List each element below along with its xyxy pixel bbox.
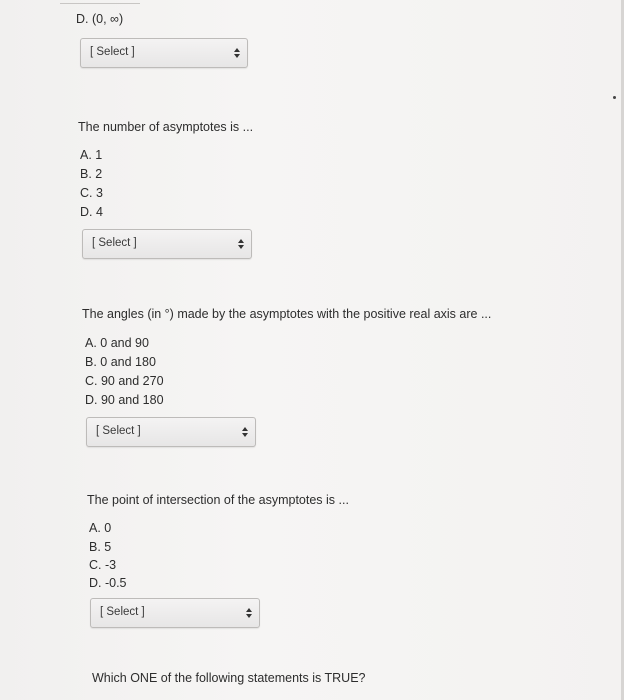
q1-option-d: D. (0, ∞) [76,12,124,26]
q3-prompt: The angles (in °) made by the asymptotes with the positive real axis are ... [82,307,492,321]
up-down-arrows-icon [241,426,249,438]
up-down-arrows-icon [233,47,241,59]
q3-option-b: B. 0 and 180 [85,355,156,369]
q2-option-b: B. 2 [80,167,103,181]
q4-select-label: [ Select ] [100,606,145,618]
q4-option-b: B. 5 [89,540,112,554]
q2-option-d: D. 4 [80,205,103,219]
q1-select-dropdown[interactable] [80,38,248,68]
q4-select-dropdown[interactable] [90,598,260,628]
cropped-previous-text [60,0,140,4]
up-down-arrows-icon [245,607,253,619]
screen-speck [613,96,616,99]
q2-prompt: The number of asymptotes is ... [78,120,254,134]
q4-option-d: D. -0.5 [89,576,127,590]
q2-select-label: [ Select ] [92,237,137,249]
q3-select-dropdown[interactable] [86,417,256,447]
q4-option-c: C. -3 [89,558,117,572]
q2-option-c: C. 3 [80,186,103,200]
q5-prompt: Which ONE of the following statements is TRUE? [92,671,366,685]
q3-option-a: A. 0 and 90 [85,336,149,350]
up-down-arrows-icon [237,238,245,250]
q3-select-label: [ Select ] [96,425,141,437]
q2-option-a: A. 1 [80,148,103,162]
q4-option-a: A. 0 [89,521,112,535]
q4-prompt: The point of intersection of the asymptotes is ... [87,493,349,507]
q1-select-label: [ Select ] [90,46,135,58]
q2-select-dropdown[interactable] [82,229,252,259]
q3-option-c: C. 90 and 270 [85,374,164,388]
q3-option-d: D. 90 and 180 [85,393,164,407]
